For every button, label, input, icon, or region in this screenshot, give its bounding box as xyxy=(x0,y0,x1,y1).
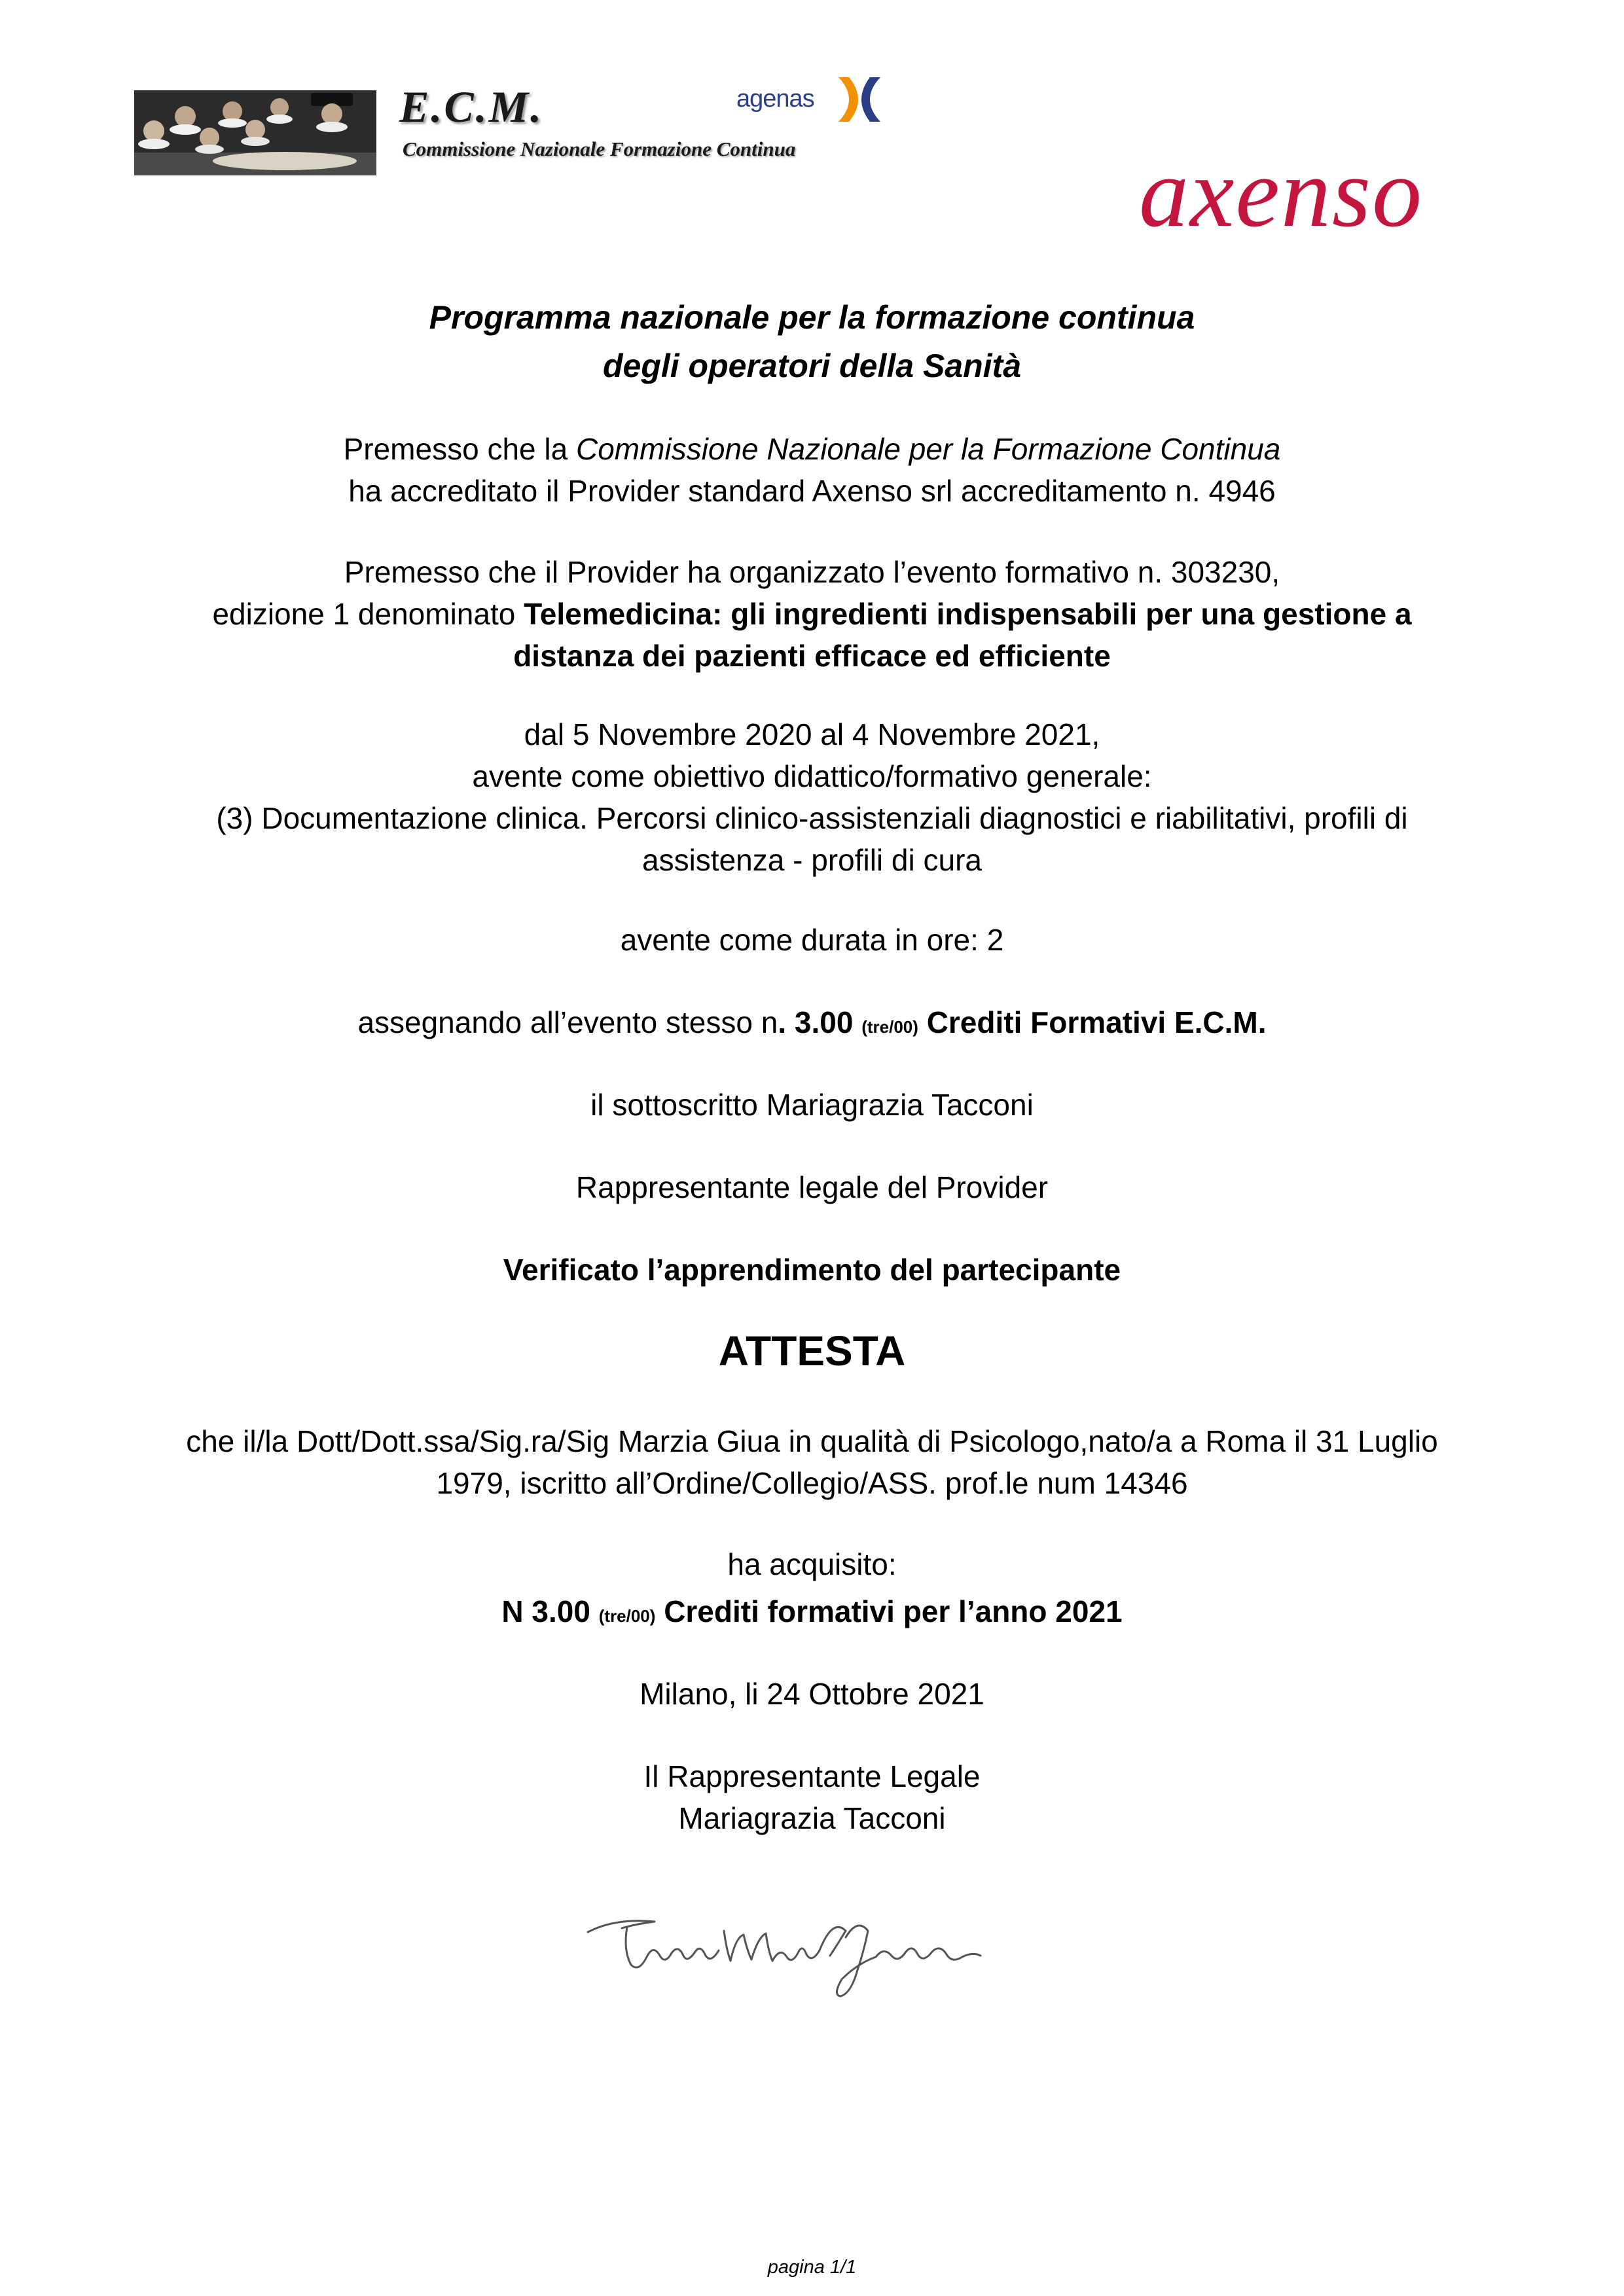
credits-prefix: assegnando all’evento stesso n xyxy=(357,1005,778,1039)
participant-line2: 1979, iscritto all’Ordine/Collegio/ASS. prof.le num 14346 xyxy=(436,1466,1188,1500)
signatory-name: Mariagrazia Tacconi xyxy=(678,1801,946,1835)
ecm-subtitle: Commissione Nazionale Formazione Continua xyxy=(403,137,796,160)
dates-line1: dal 5 Novembre 2020 al 4 Novembre 2021, xyxy=(524,717,1100,751)
acquired-credits xyxy=(0,1590,1624,1637)
dates-line2: avente come obiettivo didattico/formativo generale: xyxy=(472,759,1152,793)
acquired-suffix: Crediti formativi per l’anno 2021 xyxy=(664,1594,1123,1628)
signatory-role: Il Rappresentante Legale xyxy=(643,1759,981,1793)
participant-line1: che il/la Dott/Dott.ssa/Sig.ra/Sig Marzia Giua in qualità di Psicologo,nato/a a Roma il 31 Luglio xyxy=(186,1424,1438,1458)
event-name-part2: distanza dei pazienti efficace ed efficiente xyxy=(513,639,1111,673)
program-title xyxy=(0,293,1624,390)
credits-value: . 3.00 xyxy=(778,1005,854,1039)
representative-text: Rappresentante legale del Provider xyxy=(575,1170,1049,1204)
page-footer: pagina 1/1 xyxy=(767,2257,857,2278)
ecm-title: E.C.M. xyxy=(399,82,544,132)
event-line1: Premesso che il Provider ha organizzato l’evento formativo n. 303230, xyxy=(344,555,1280,589)
program-title-line1: Programma nazionale per la formazione continua xyxy=(429,299,1195,336)
agenas-mark-icon xyxy=(833,73,886,126)
intro-accreditation: ha accreditato il Provider standard Axenso srl accreditamento n. 4946 xyxy=(348,474,1276,508)
undersigned-text: il sottoscritto Mariagrazia Tacconi xyxy=(590,1088,1034,1122)
agenas-wordmark: agenas xyxy=(736,85,814,113)
duration-text: avente come durata in ore: 2 xyxy=(620,923,1004,957)
credits-suffix: Crediti Formativi E.C.M. xyxy=(926,1005,1267,1039)
edition-prefix: edizione 1 denominato xyxy=(212,597,516,631)
axenso-logo: axenso xyxy=(1139,137,1424,247)
event-paragraph xyxy=(0,551,1624,677)
intro-prefix: Premesso che la xyxy=(343,432,568,466)
acquired-label: ha acquisito: xyxy=(727,1547,897,1581)
event-name-part1: Telemedicina: gli ingredienti indispensabili per una gestione a xyxy=(524,597,1412,631)
attesta-heading: ATTESTA xyxy=(718,1327,906,1374)
place-date: Milano, li 24 Ottobre 2021 xyxy=(640,1677,984,1711)
handwritten-signature-icon xyxy=(576,1892,995,2003)
ecm-logo xyxy=(134,71,880,175)
intro-paragraph xyxy=(0,428,1624,512)
objective-line1: (3) Documentazione clinica. Percorsi clinico-assistenziali diagnostici e riabilitativi, profili di xyxy=(216,801,1408,835)
agenas-logo xyxy=(736,73,893,126)
program-title-line2: degli operatori della Sanità xyxy=(602,348,1022,384)
credits-assigned xyxy=(0,1001,1624,1048)
acquired-words: (tre/00) xyxy=(598,1606,656,1626)
dates-paragraph xyxy=(0,713,1624,881)
signatory-block xyxy=(0,1755,1624,1839)
anatomy-lesson-painting-icon xyxy=(134,90,376,175)
verified-text: Verificato l’apprendimento del partecipante xyxy=(503,1253,1121,1287)
credits-words: (tre/00) xyxy=(861,1017,918,1037)
commission-name: Commissione Nazionale per la Formazione Continua xyxy=(575,432,1281,466)
objective-line2: assistenza - profili di cura xyxy=(642,843,982,877)
participant-paragraph xyxy=(0,1420,1624,1504)
acquired-value: N 3.00 xyxy=(501,1594,590,1628)
